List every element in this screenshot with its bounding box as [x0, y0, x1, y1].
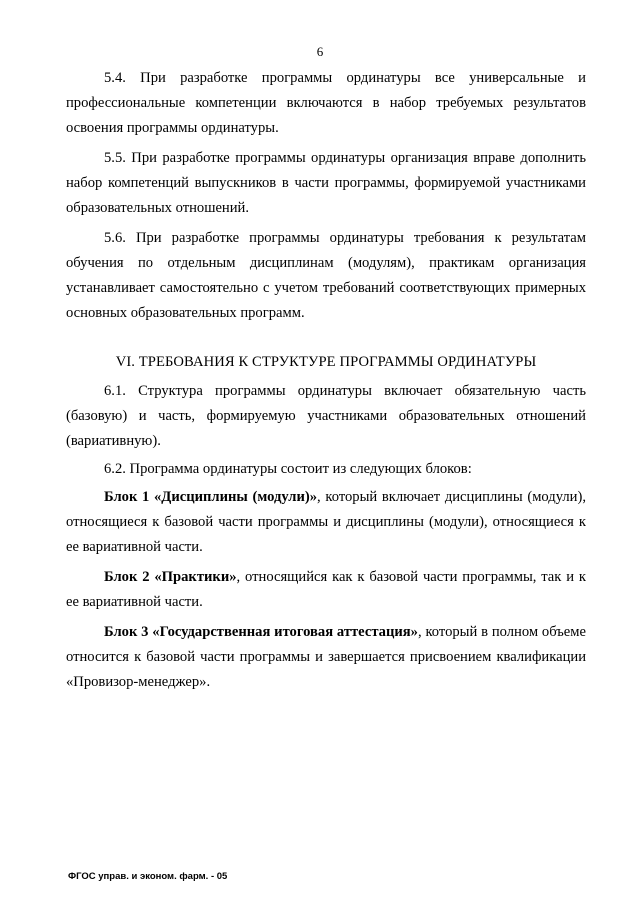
paragraph-5-6: 5.6. При разработке программы ординатуры требования к результатам обучения по отдельным дисциплинам (модулям), практикам организация устанавливает самостоятельно с учетом требований соответствующих примерных основных образовательных программ.	[66, 230, 586, 321]
page-footer: ФГОС управ. и эконом. фарм. - 05	[68, 871, 228, 882]
block-2-paragraph	[66, 565, 586, 615]
paragraph-6-2: 6.2. Программа ординатуры состоит из следующих блоков:	[104, 461, 472, 477]
paragraph-5-4: 5.4. При разработке программы ординатуры все универсальные и профессиональные компетенции включаются в набор требуемых результатов освоения программы ординатуры.	[66, 70, 586, 136]
paragraph-5-5: 5.5. При разработке программы ординатуры организация вправе дополнить набор компетенций выпускников в части программы, формируемой участниками образовательных отношений.	[66, 150, 586, 216]
paragraph-6-1: 6.1. Структура программы ординатуры включает обязательную часть (базовую) и часть, формируемую участниками образовательных отношений (вариативную).	[66, 383, 586, 449]
block-2-text: , относящийся как к базовой части программы, так и к ее вариативной части.	[66, 569, 586, 610]
block-2-label: Блок 2 «Практики»	[104, 569, 237, 585]
block-1-text: , который включает дисциплины (модули), относящиеся к базовой части программы и дисциплины (модули), относящиеся к ее вариативной части.	[66, 489, 586, 555]
document-body	[66, 66, 586, 700]
block-3-paragraph	[66, 620, 586, 695]
section-heading: VI. ТРЕБОВАНИЯ К СТРУКТУРЕ ПРОГРАММЫ ОРДИНАТУРЫ	[115, 354, 537, 370]
block-1-paragraph	[66, 485, 586, 560]
block-3-label: Блок 3 «Государственная итоговая аттестация»	[104, 624, 418, 640]
page-number: 6	[316, 44, 324, 59]
block-1-label: Блок 1 «Дисциплины (модули)»	[104, 489, 318, 505]
block-3-text: , который в полном объеме относится к базовой части программы и завершается присвоением квалификации «Провизор-менеджер».	[66, 624, 586, 690]
